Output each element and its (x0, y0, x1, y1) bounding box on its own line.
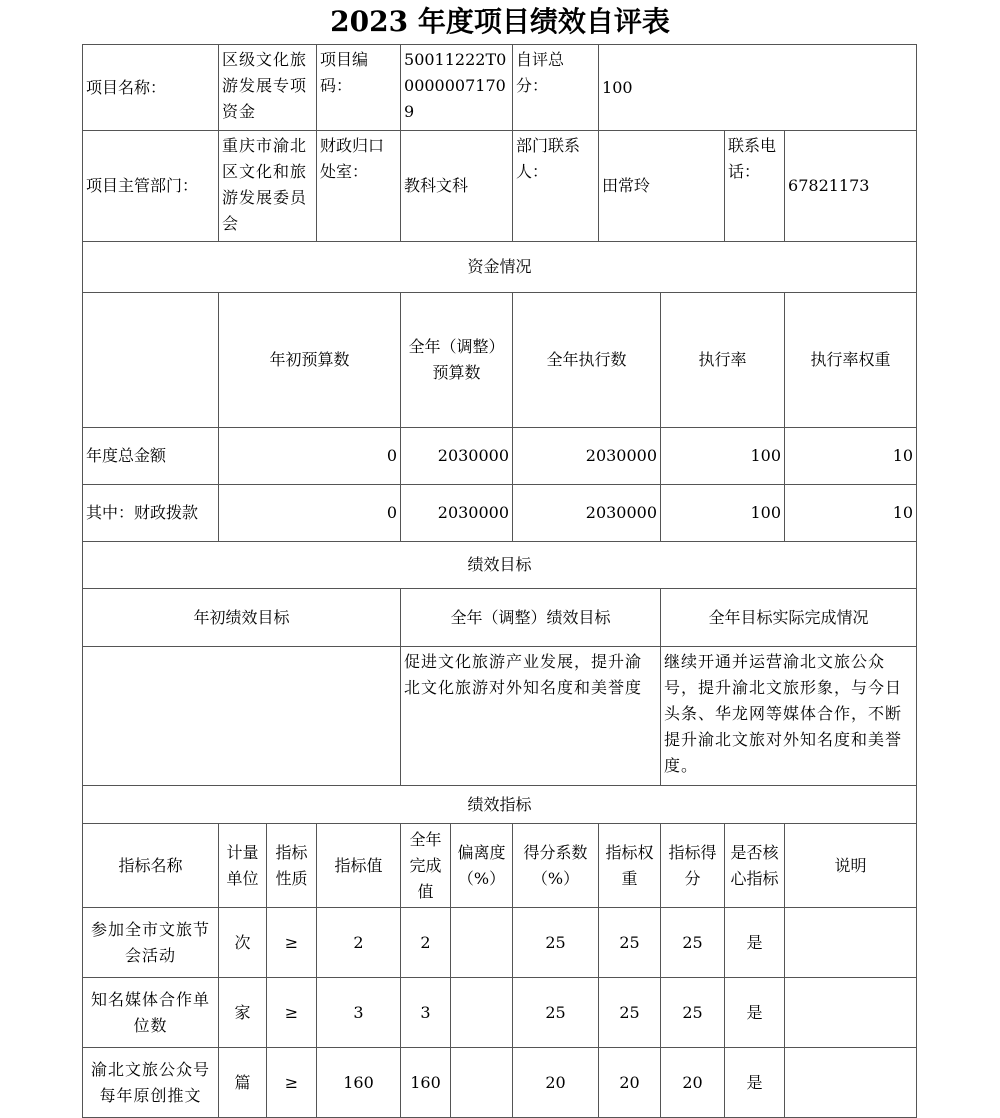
ind-value: 160 (317, 1048, 401, 1118)
funds-header-initial: 年初预算数 (219, 293, 401, 428)
ind-header-value: 指标值 (317, 824, 401, 908)
goals-header-initial: 年初绩效目标 (83, 589, 401, 647)
funds-executed-value: 2030000 (513, 485, 661, 542)
funds-row-label: 年度总金额 (83, 428, 219, 485)
ind-name: 知名媒体合作单位数 (83, 978, 219, 1048)
ind-completed: 3 (401, 978, 451, 1048)
funds-header-rate: 执行率 (661, 293, 785, 428)
funds-row-label: 其中：财政拨款 (83, 485, 219, 542)
finance-office-label: 财政归口处室： (317, 131, 401, 242)
ind-unit: 次 (219, 908, 267, 978)
indicators-section-title: 绩效指标 (83, 786, 917, 824)
dept-label: 项目主管部门： (83, 131, 219, 242)
project-name-label: 项目名称： (83, 45, 219, 131)
ind-weight: 20 (599, 1048, 661, 1118)
initial-goal-text (83, 647, 401, 786)
ind-value: 3 (317, 978, 401, 1048)
finance-office-value: 教科文科 (401, 131, 513, 242)
ind-header-nature: 指标性质 (267, 824, 317, 908)
funds-header-blank (83, 293, 219, 428)
phone-value: 67821173 (785, 131, 917, 242)
ind-nature: ≥ (267, 908, 317, 978)
dept-value: 重庆市渝北区文化和旅游发展委员会 (219, 131, 317, 242)
funds-weight-value: 10 (785, 428, 917, 485)
funds-header-adjusted: 全年（调整）预算数 (401, 293, 513, 428)
ind-name: 渝北文旅公众号每年原创推文 (83, 1048, 219, 1118)
ind-header-score: 指标得分 (661, 824, 725, 908)
project-code-value: 50011222T000000071709 (401, 45, 513, 131)
ind-header-name: 指标名称 (83, 824, 219, 908)
funds-row (83, 485, 917, 542)
project-code-label: 项目编码： (317, 45, 401, 131)
actual-completion-text: 继续开通并运营渝北文旅公众号，提升渝北文旅形象，与今日头条、华龙网等媒体合作，不断提升渝北文旅对外知名度和美誉度。 (661, 647, 917, 786)
contact-label: 部门联系人： (513, 131, 599, 242)
ind-deviation (451, 908, 513, 978)
ind-completed: 160 (401, 1048, 451, 1118)
funds-adjusted-value: 2030000 (401, 428, 513, 485)
ind-score: 25 (661, 908, 725, 978)
ind-header-coef: 得分系数（%） (513, 824, 599, 908)
ind-nature: ≥ (267, 978, 317, 1048)
funds-section-title: 资金情况 (83, 242, 917, 293)
ind-header-unit: 计量单位 (219, 824, 267, 908)
indicator-row (83, 908, 917, 978)
funds-header-executed: 全年执行数 (513, 293, 661, 428)
performance-table (82, 44, 917, 1118)
ind-coef: 20 (513, 1048, 599, 1118)
ind-deviation (451, 1048, 513, 1118)
ind-score: 25 (661, 978, 725, 1048)
ind-header-completed: 全年完成值 (401, 824, 451, 908)
ind-deviation (451, 978, 513, 1048)
goals-header-adjusted: 全年（调整）绩效目标 (401, 589, 661, 647)
contact-value: 田常玲 (599, 131, 725, 242)
ind-note (785, 978, 917, 1048)
indicator-row (83, 1048, 917, 1118)
funds-header-weight: 执行率权重 (785, 293, 917, 428)
indicator-row (83, 978, 917, 1048)
funds-row (83, 428, 917, 485)
funds-rate-value: 100 (661, 485, 785, 542)
funds-adjusted-value: 2030000 (401, 485, 513, 542)
ind-weight: 25 (599, 908, 661, 978)
phone-label: 联系电话： (725, 131, 785, 242)
ind-score: 20 (661, 1048, 725, 1118)
self-score-value: 100 (599, 45, 917, 131)
ind-weight: 25 (599, 978, 661, 1048)
ind-completed: 2 (401, 908, 451, 978)
ind-nature: ≥ (267, 1048, 317, 1118)
funds-weight-value: 10 (785, 485, 917, 542)
ind-value: 2 (317, 908, 401, 978)
ind-header-weight: 指标权重 (599, 824, 661, 908)
ind-unit: 家 (219, 978, 267, 1048)
ind-header-note: 说明 (785, 824, 917, 908)
goals-header-actual: 全年目标实际完成情况 (661, 589, 917, 647)
funds-initial-value: 0 (219, 428, 401, 485)
adjusted-goal-text: 促进文化旅游产业发展，提升渝北文化旅游对外知名度和美誉度 (401, 647, 661, 786)
funds-rate-value: 100 (661, 428, 785, 485)
ind-unit: 篇 (219, 1048, 267, 1118)
ind-note (785, 1048, 917, 1118)
ind-core: 是 (725, 908, 785, 978)
project-name-value: 区级文化旅游发展专项资金 (219, 45, 317, 131)
ind-core: 是 (725, 978, 785, 1048)
ind-coef: 25 (513, 908, 599, 978)
goals-section-title: 绩效目标 (83, 542, 917, 589)
funds-executed-value: 2030000 (513, 428, 661, 485)
funds-initial-value: 0 (219, 485, 401, 542)
ind-header-deviation: 偏离度（%） (451, 824, 513, 908)
page-title: 2023 年度项目绩效自评表 (330, 5, 670, 38)
ind-header-core: 是否核心指标 (725, 824, 785, 908)
ind-note (785, 908, 917, 978)
ind-name: 参加全市文旅节会活动 (83, 908, 219, 978)
ind-core: 是 (725, 1048, 785, 1118)
self-score-label: 自评总分： (513, 45, 599, 131)
ind-coef: 25 (513, 978, 599, 1048)
